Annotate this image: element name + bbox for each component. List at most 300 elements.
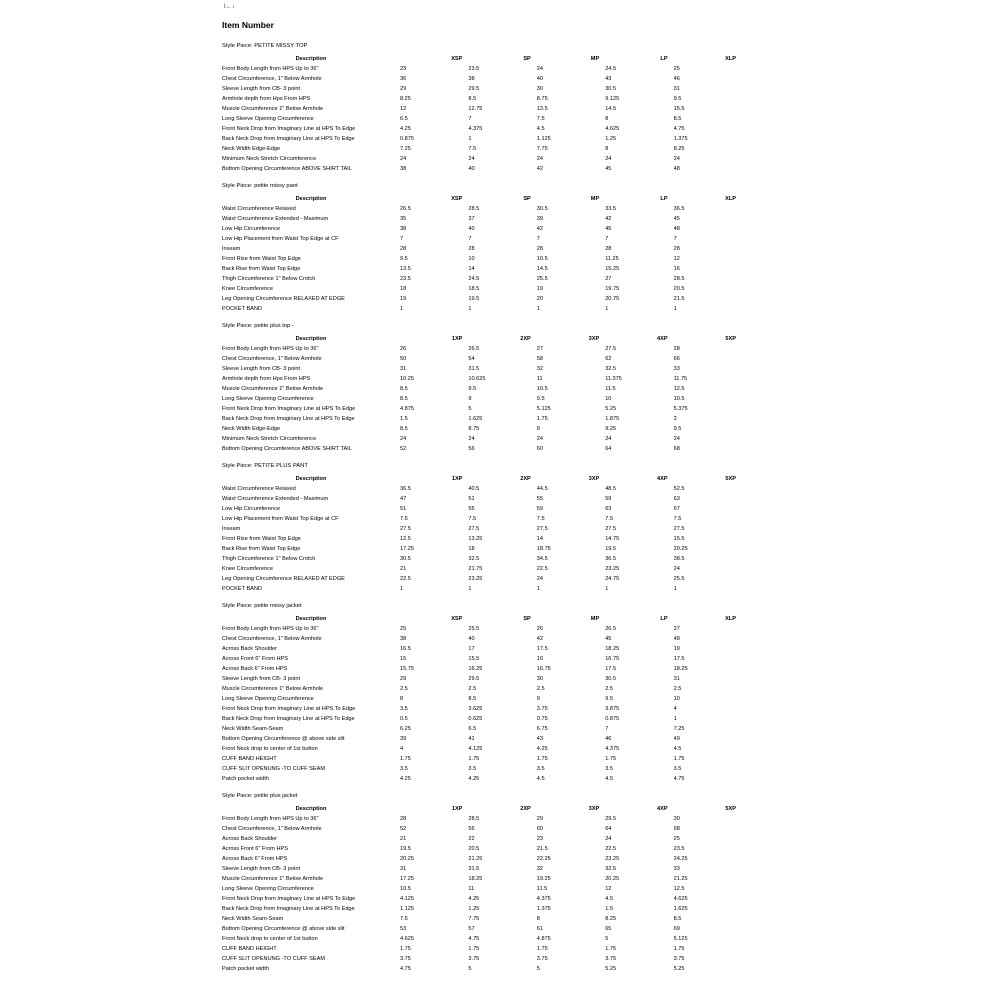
measurement-value: 28 — [400, 816, 407, 822]
measurement-value: 26 — [400, 346, 407, 352]
column-header-size: 5XP — [725, 806, 736, 812]
measurement-value: 3.5 — [400, 706, 408, 712]
measurement-value: 6.5 — [400, 116, 408, 122]
measurement-value: 8.75 — [468, 426, 480, 432]
measurement-table — [222, 334, 742, 454]
table-row — [222, 144, 742, 154]
measurement-value: 69 — [673, 926, 680, 932]
measurement-value: 17.25 — [400, 876, 415, 882]
measurement-value: 15 — [400, 656, 407, 662]
measurement-description: Neck Width Seam-Seam — [222, 916, 284, 922]
measurement-description: Bottom Opening Circumference @ above side slit — [222, 926, 345, 932]
measurement-value: 20.25 — [673, 546, 688, 552]
measurement-value: 42 — [605, 216, 612, 222]
measurement-value: 8.5 — [400, 386, 408, 392]
measurement-value: 45 — [673, 216, 680, 222]
measurement-value: 7 — [605, 726, 609, 732]
measurement-value: 9.5 — [605, 696, 613, 702]
column-header-size: 3XP — [588, 336, 600, 342]
measurement-value: 4.75 — [468, 936, 480, 942]
measurement-value: 16.5 — [400, 646, 411, 652]
measurement-value: 0.875 — [605, 716, 620, 722]
measurement-value: 14.5 — [605, 106, 617, 112]
measurement-value: 25 — [673, 66, 680, 72]
table-row — [222, 264, 742, 274]
measurement-description: Knee Circumference — [222, 286, 273, 292]
measurement-value: 30.5 — [605, 86, 617, 92]
measurement-description: Front Body Length from HPS Up to 36" — [222, 346, 319, 352]
measurement-value: 19.25 — [536, 876, 551, 882]
table-row — [222, 274, 742, 284]
measurement-value: 28.5 — [468, 206, 480, 212]
column-header-size: 5XP — [725, 476, 736, 482]
measurement-value: 40 — [468, 636, 475, 642]
measurement-description: Back Neck Drop from Imaginary Line at HPS To Edge — [222, 716, 355, 722]
measurement-value: 21.25 — [673, 876, 688, 882]
measurement-description: Bottom Opening Circumference @ above side slit — [222, 736, 345, 742]
measurement-description: Bottom Opening Circumference ABOVE SHIRT TAIL — [222, 446, 352, 452]
table-row — [222, 424, 742, 434]
measurement-value: 38 — [400, 226, 407, 232]
measurement-value: 1.75 — [673, 756, 685, 762]
measurement-value: 24 — [468, 436, 475, 442]
measurement-description: Minimum Neck Stretch Circumference — [222, 156, 317, 162]
column-header-size: 1XP — [451, 806, 463, 812]
table-row — [222, 714, 742, 724]
measurement-description: Knee Circumference — [222, 566, 273, 572]
column-header-size: 2XP — [520, 806, 531, 812]
measurement-value: 26 — [536, 626, 544, 632]
measurement-value: 46 — [673, 76, 680, 82]
measurement-value: 48 — [673, 226, 680, 232]
measurement-value: 4.875 — [536, 936, 551, 942]
table-row — [222, 384, 742, 394]
measurement-value: 7.5 — [536, 516, 545, 522]
measurement-description: Sleeve Length from CB- 3 point — [222, 86, 301, 92]
table-row — [222, 134, 742, 144]
measurement-value: 24 — [536, 436, 544, 442]
column-header-size: SP — [523, 196, 531, 202]
table-row — [222, 114, 742, 124]
measurement-value: 1.875 — [605, 416, 620, 422]
measurement-value: 1 — [536, 586, 540, 592]
measurement-value: 30.5 — [536, 206, 548, 212]
table-row — [222, 404, 742, 414]
measurement-description: Neck Width Edge-Edge — [222, 146, 281, 152]
measurement-value: 45 — [605, 636, 612, 642]
measurement-value: 13.5 — [536, 106, 548, 112]
table-row — [222, 964, 742, 974]
measurement-value: 1 — [673, 306, 677, 312]
measurement-value: 29 — [400, 86, 407, 92]
table-row — [222, 654, 742, 664]
measurement-value: 3.5 — [536, 766, 545, 772]
measurement-value: 24 — [673, 436, 680, 442]
table-row — [222, 744, 742, 754]
measurement-description: CUFF BAND HEIGHT — [222, 756, 277, 762]
measurement-value: 28.5 — [673, 276, 685, 282]
measurement-value: 60 — [536, 826, 544, 832]
measurement-description: Muscle Circumference 1" Below Armhole — [222, 686, 324, 692]
measurement-value: 40 — [536, 76, 544, 82]
measurement-value: 8.5 — [673, 116, 682, 122]
measurement-value: 48.5 — [605, 486, 617, 492]
measurement-value: 0.875 — [400, 136, 415, 142]
measurement-value: 3.5 — [673, 766, 682, 772]
measurement-value: 10.5 — [673, 396, 685, 402]
measurement-value: 12.5 — [400, 536, 411, 542]
measurement-value: 44.5 — [536, 486, 548, 492]
measurement-value: 7.25 — [673, 726, 685, 732]
table-header-row — [222, 614, 742, 624]
measurement-description: Sleeve Length from CB- 3 point — [222, 676, 301, 682]
measurement-value: 43 — [536, 736, 544, 742]
measurement-value: 9.125 — [605, 96, 620, 102]
measurement-value: 23.5 — [673, 846, 685, 852]
measurement-value: 5.125 — [673, 936, 688, 942]
measurement-value: 1.625 — [468, 416, 483, 422]
measurement-value: 28 — [673, 246, 680, 252]
measurement-value: 58 — [536, 356, 544, 362]
table-row — [222, 584, 742, 594]
measurement-value: 27 — [673, 626, 680, 632]
measurement-value: 11 — [536, 376, 543, 382]
measurement-value: 27 — [536, 346, 544, 352]
measurement-description: Back Neck Drop from Imaginary Line at HPS To Edge — [222, 416, 355, 422]
measurement-value: 65 — [605, 926, 612, 932]
table-row — [222, 64, 742, 74]
measurement-value: 1.75 — [536, 946, 548, 952]
measurement-value: 27.5 — [673, 526, 685, 532]
measurement-description: Front Neck drop to center of 1st button — [222, 746, 318, 752]
measurement-value: 18.75 — [536, 546, 551, 552]
table-row — [222, 124, 742, 134]
measurement-value: 6.75 — [536, 726, 548, 732]
measurement-value: 56 — [468, 826, 475, 832]
measurement-description: Waist Circumference Extended - Maximum — [222, 496, 329, 502]
measurement-description: CUFF SLIT OPENUNG -TO CUFF SEAM — [222, 956, 325, 962]
table-row — [222, 304, 742, 314]
measurement-description: Chest Circumference, 1" Below Armhole — [222, 76, 322, 82]
measurement-value: 24 — [536, 156, 544, 162]
column-header-description: Description — [295, 56, 327, 62]
measurement-value: 36.5 — [673, 206, 685, 212]
table-row — [222, 294, 742, 304]
measurement-value: 19.5 — [468, 296, 480, 302]
measurement-value: 8 — [605, 146, 609, 152]
measurement-value: 23.25 — [605, 856, 620, 862]
measurement-value: 27.5 — [400, 526, 411, 532]
measurement-description: Muscle Circumference 1" Below Armhole — [222, 876, 324, 882]
measurement-value: 4.75 — [673, 126, 685, 132]
measurement-value: 3.5 — [400, 766, 408, 772]
measurement-value: 22.5 — [605, 846, 617, 852]
measurement-value: 30.5 — [400, 556, 411, 562]
measurement-value: 7.5 — [400, 516, 408, 522]
measurement-value: 20 — [536, 296, 544, 302]
measurement-value: 7.5 — [468, 146, 477, 152]
measurement-value: 26.5 — [605, 626, 617, 632]
measurement-value: 4.125 — [468, 746, 483, 752]
measurement-value: 15.75 — [400, 666, 415, 672]
column-header-size: 4XP — [657, 806, 668, 812]
table-row — [222, 874, 742, 884]
measurement-description: Across Front 6" From HPS — [222, 656, 289, 662]
table-row — [222, 624, 742, 634]
table-row — [222, 544, 742, 554]
measurement-value: 9 — [468, 396, 472, 402]
measurement-value: 4.125 — [400, 896, 415, 902]
measurement-value: 33 — [673, 866, 680, 872]
measurement-value: 8.25 — [605, 916, 617, 922]
measurement-value: 31.5 — [468, 866, 480, 872]
column-header-description: Description — [295, 336, 327, 342]
measurement-description: Back Neck Drop from Imaginary Line at HPS To Edge — [222, 136, 355, 142]
measurement-value: 24 — [536, 66, 544, 72]
measurement-description: CUFF SLIT OPENUNG -TO CUFF SEAM — [222, 766, 325, 772]
column-header-size: 3XP — [588, 806, 600, 812]
measurement-value: 68 — [673, 446, 680, 452]
measurement-value: 2.5 — [536, 686, 545, 692]
table-row — [222, 574, 742, 584]
measurement-value: 30 — [673, 816, 680, 822]
spec-document — [222, 4, 742, 974]
measurement-description: Front Rise from Waist Top Edge — [222, 256, 301, 262]
measurement-value: 45 — [605, 166, 612, 172]
measurement-value: 24 — [400, 156, 407, 162]
measurement-value: 5.25 — [673, 966, 685, 972]
measurement-value: 24 — [605, 836, 612, 842]
measurement-value: 2.5 — [673, 686, 682, 692]
measurement-value: 16.75 — [536, 666, 551, 672]
measurement-value: 12 — [400, 106, 407, 112]
measurement-value: 8 — [536, 916, 540, 922]
measurement-value: 2.5 — [605, 686, 613, 692]
measurement-value: 1.5 — [400, 416, 408, 422]
measurement-value: 38 — [400, 166, 407, 172]
measurement-value: 25 — [400, 626, 407, 632]
measurement-description: Waist Circumference Relaxed — [222, 206, 296, 212]
column-header-size: LP — [660, 56, 668, 62]
measurement-value: 9 — [536, 696, 540, 702]
measurement-description: Thigh Circumference 1" Below Crotch — [222, 556, 316, 562]
measurement-value: 24.75 — [605, 576, 620, 582]
table-header-row — [222, 474, 742, 484]
style-piece-label: Style Piece: PETITE MISSY TOP — [222, 43, 308, 49]
measurement-value: 60 — [536, 446, 544, 452]
column-header-size: 1XP — [451, 336, 463, 342]
measurement-value: 43 — [605, 76, 612, 82]
measurement-value: 8.5 — [673, 916, 682, 922]
measurement-value: 23.25 — [605, 566, 620, 572]
table-row — [222, 84, 742, 94]
measurement-value: 7 — [468, 116, 472, 122]
measurement-value: 24 — [673, 566, 680, 572]
measurement-value: 14 — [536, 536, 544, 542]
measurement-value: 21 — [400, 566, 407, 572]
style-piece-label: Style Piece: PETITE PLUS PANT — [222, 463, 308, 469]
measurement-value: 8.25 — [400, 96, 411, 102]
column-header-size: 2XP — [520, 336, 531, 342]
measurement-value: 22.25 — [536, 856, 551, 862]
measurement-value: 7.75 — [468, 916, 480, 922]
measurement-description: Waist Circumference Relaxed — [222, 486, 296, 492]
measurement-value: 18.25 — [673, 666, 688, 672]
measurement-value: 24 — [400, 436, 407, 442]
measurement-value: 3.875 — [605, 706, 620, 712]
measurement-value: 14 — [468, 266, 475, 272]
measurement-value: 3.75 — [536, 956, 548, 962]
table-row — [222, 894, 742, 904]
measurement-description: Patch pocket width — [222, 966, 269, 972]
table-row — [222, 724, 742, 734]
measurement-value: 11.75 — [673, 376, 688, 382]
measurement-value: 10 — [468, 256, 475, 262]
table-row — [222, 94, 742, 104]
measurement-value: 9.25 — [605, 426, 617, 432]
measurement-value: 28 — [468, 246, 475, 252]
table-row — [222, 854, 742, 864]
spec-sections — [222, 42, 742, 974]
measurement-value: 42 — [536, 226, 544, 232]
measurement-value: 33.5 — [605, 206, 617, 212]
measurement-description: Low Hip Circumference — [222, 226, 281, 232]
measurement-value: 12.75 — [468, 106, 483, 112]
measurement-value: 31 — [400, 366, 407, 372]
measurement-value: 15.5 — [673, 536, 685, 542]
table-row — [222, 644, 742, 654]
measurement-description: Leg Opening Circumference RELAXED AT EDGE — [222, 576, 345, 582]
table-row — [222, 774, 742, 784]
measurement-table — [222, 194, 742, 314]
table-row — [222, 924, 742, 934]
measurement-value: 4.375 — [536, 896, 551, 902]
measurement-value: 61 — [536, 926, 544, 932]
table-row — [222, 564, 742, 574]
spec-section — [222, 182, 742, 314]
measurement-value: 20.25 — [400, 856, 415, 862]
measurement-value: 15.5 — [468, 656, 480, 662]
measurement-value: 23.5 — [468, 66, 480, 72]
measurement-value: 19.5 — [400, 846, 411, 852]
table-row — [222, 154, 742, 164]
measurement-value: 1 — [605, 306, 609, 312]
measurement-value: 9.5 — [468, 386, 477, 392]
measurement-value: 3.5 — [468, 766, 477, 772]
column-header-size: SP — [523, 616, 531, 622]
measurement-value: 4.375 — [605, 746, 620, 752]
style-piece-label: Style Piece: petite missy pant — [222, 183, 298, 189]
measurement-value: 29.5 — [605, 816, 617, 822]
measurement-value: 35 — [400, 216, 407, 222]
column-header-size: XLP — [725, 616, 736, 622]
measurement-value: 2 — [673, 416, 677, 422]
table-row — [222, 284, 742, 294]
measurement-value: 1.125 — [400, 906, 415, 912]
measurement-value: 4.875 — [400, 406, 415, 412]
measurement-value: 1 — [468, 586, 472, 592]
measurement-description: Chest Circumference, 1" Below Armhole — [222, 356, 322, 362]
measurement-value: 1.75 — [400, 756, 411, 762]
measurement-value: 1 — [605, 586, 609, 592]
column-header-size: 3XP — [588, 476, 600, 482]
measurement-value: 10.5 — [400, 886, 411, 892]
measurement-value: 29 — [536, 816, 544, 822]
measurement-value: 25 — [673, 836, 680, 842]
measurement-value: 24 — [536, 576, 544, 582]
measurement-value: 7.5 — [673, 516, 682, 522]
table-row — [222, 934, 742, 944]
measurement-description: Leg Opening Circumference RELAXED AT EDGE — [222, 296, 345, 302]
measurement-description: Front Neck drop to center of 1st button — [222, 936, 318, 942]
measurement-value: 1.625 — [673, 906, 688, 912]
measurement-description: Long Sleeve Opening Circumference — [222, 116, 314, 122]
measurement-description: Across Front 6" From HPS — [222, 846, 289, 852]
column-header-description: Description — [295, 806, 327, 812]
table-row — [222, 374, 742, 384]
measurement-value: 1.375 — [536, 906, 551, 912]
measurement-value: 1 — [536, 306, 540, 312]
measurement-value: 4.25 — [468, 896, 480, 902]
measurement-description: Patch pocket width — [222, 776, 269, 782]
measurement-value: 31 — [673, 676, 680, 682]
measurement-description: Across Back 6" From HPS — [222, 666, 288, 672]
measurement-value: 10 — [605, 396, 612, 402]
measurement-value: 4.5 — [536, 126, 545, 132]
measurement-value: 11.375 — [605, 376, 622, 382]
measurement-value: 0.75 — [536, 716, 548, 722]
measurement-value: 28 — [400, 246, 407, 252]
measurement-value: 4.625 — [605, 126, 620, 132]
measurement-value: 1 — [400, 306, 404, 312]
measurement-value: 4.75 — [400, 966, 411, 972]
measurement-value: 10 — [673, 696, 680, 702]
measurement-value: 34.5 — [536, 556, 548, 562]
measurement-description: Front Neck Drop from Imaginary Line at HPS To Edge — [222, 896, 356, 902]
measurement-value: 30 — [536, 676, 544, 682]
measurement-value: 18.25 — [468, 876, 483, 882]
table-header-row — [222, 194, 742, 204]
measurement-value: 1 — [400, 586, 404, 592]
measurement-description: Low Hip Placement from Waist Top Edge at CF — [222, 236, 339, 242]
measurement-value: 1.25 — [605, 136, 617, 142]
spec-section — [222, 602, 742, 784]
measurement-description: Front Neck Drop from Imaginary Line at HPS To Edge — [222, 406, 356, 412]
measurement-value: 42 — [536, 636, 544, 642]
measurement-value: 7.5 — [468, 516, 477, 522]
measurement-value: 17 — [468, 646, 475, 652]
measurement-description: Front Body Length from HPS Up to 36" — [222, 816, 319, 822]
table-row — [222, 684, 742, 694]
measurement-value: 62 — [605, 356, 612, 362]
measurement-value: 7 — [468, 236, 472, 242]
measurement-description: Back Rise from Waist Top Edge — [222, 266, 301, 272]
measurement-value: 0.5 — [400, 716, 408, 722]
measurement-value: 5 — [605, 936, 609, 942]
measurement-value: 36.5 — [400, 486, 411, 492]
measurement-value: 1.75 — [536, 756, 548, 762]
measurement-description: Sleeve Length from CB- 3 point — [222, 366, 301, 372]
measurement-value: 67 — [673, 506, 680, 512]
column-header-description: Description — [295, 616, 327, 622]
measurement-description: CUFF BAND HEIGHT — [222, 946, 277, 952]
column-header-size: XLP — [725, 196, 736, 202]
measurement-value: 7.5 — [536, 116, 545, 122]
column-header-size: MP — [590, 56, 600, 62]
column-header-size: MP — [590, 196, 600, 202]
measurement-value: 59 — [536, 506, 544, 512]
column-header-size: 5XP — [725, 336, 736, 342]
